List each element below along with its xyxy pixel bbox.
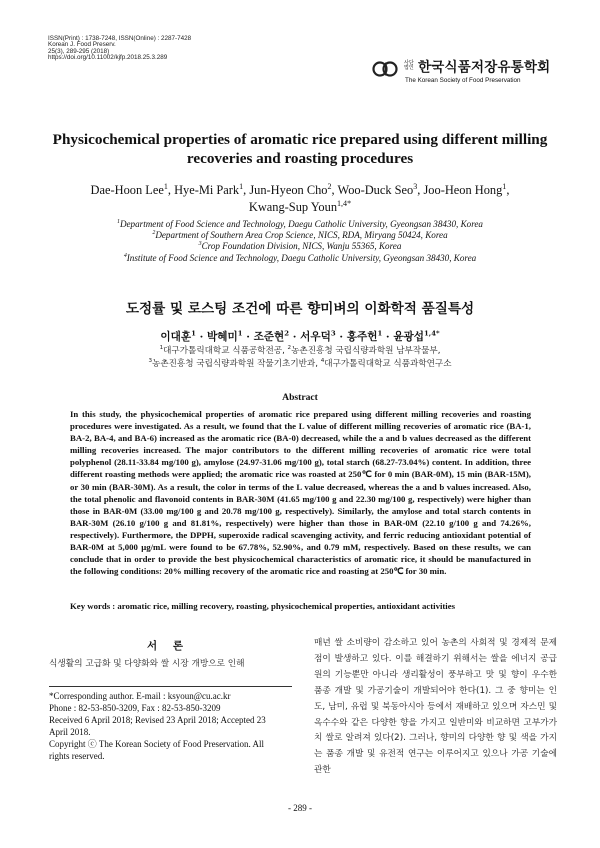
abstract-body: In this study, the physicochemical properties of aromatic rice prepared using different milling recoveries and roasting procedures were investigated. As a result, we found that the L value of different milling recoveries of aromatic rice (BA-1, BA-2, BA-4, and BA-6) increased as the aromatic rice (BA-0) decreased, while the a and b values decreased as the different milling recoveries increased. The major contributors to the different milling recoveries of aromatic rice were total polyphenol (28.11-33.84 mg/100 g), amylose (24.97-31.06 mg/100 g), total starch (68.27-73.04%) content. In addition, three different roasting methods were applied; the aromatic rice was roasted at 250℃ for 0 min (BAR-0M), 15 min (BAR-15M), or 30 min (BAR-30M). As a result, the color in terms of the L value decreased, whereas the a and b values increased. Also, the total phenolic and flavonoid contents in BAR-30M (41.65 mg/100 g and 22.30 mg/100 g, respectively) were higher than those in BAR-0M (33.00 mg/100 g and 20.78 mg/100 g, respectively). Similarly, the amylose and total starch contents in BAR-30M (26.10 g/100 g and 81.81%, respectively) were higher than those in BAR-0M (22.10 g/100 g and 74.26%, respectively). Furthermore, the DPPH, superoxide radical scavenging activity, and ferric reducing antioxidant potential of BAR-0M at 5,000 μg/mL were found to be 67.78%, 52.90%, and 0.79 mM, respectively. Based on these results, we can conclude that in order to provide the best physicochemical characteristics of aromatic rice, it should be manufactured in the following conditions: 20% milling recovery of the aromatic rice and roasting at 250℃ for 30 min. — [70, 409, 531, 577]
author-name: Hye-Mi Park — [174, 183, 240, 197]
author-name: Woo-Duck Seo — [337, 183, 414, 197]
affiliation: $^3$Crop Foundation Division, NICS, Wanju 55365, Korea — [198, 241, 402, 252]
intro-text-left: 식생활의 고급화 및 다양화와 쌀 시장 개방으로 인해 — [49, 659, 245, 669]
affiliation: $^2$Department of Southern Area Crop Science, NICS, RDA, Miryang 50424, Korea — [152, 230, 448, 241]
society-small-label: 사단 법인 — [404, 59, 414, 71]
footnote-line: Copyright ⓒ The Korean Society of Food Preservation. All — [49, 739, 265, 750]
author-name: 홍주헌 — [346, 331, 378, 343]
affiliations — [40, 219, 560, 264]
section-heading-introduction: 서 론 — [147, 640, 189, 652]
journal-name: Korean J. Food Preserv. — [48, 41, 116, 49]
page-number: - 289 - — [288, 803, 312, 813]
author-name: Jun-Hyeon Cho — [249, 183, 328, 197]
journal-volume: 25(3), 289-295 (2018) — [48, 47, 110, 55]
abstract-heading: Abstract — [282, 392, 318, 403]
author-name: 윤광섭 — [393, 331, 425, 343]
affiliation: $^1$Department of Food Science and Technology, Daegu Catholic University, Gyeongsan 38430, Korea — [117, 218, 483, 229]
korean-affiliations — [30, 345, 570, 371]
journal-info — [48, 36, 191, 62]
footnote-line: *Corresponding author. E-mail : ksyoun@cu.ac.kr — [49, 691, 231, 701]
korean-author-list: 이대훈$^1$ · 박혜미$^1$ · 조준현$^2$ · 서우덕$^3$ · 홍주헌$^1$ · 윤광섭$^{1,4*}$ — [160, 329, 440, 343]
footnotes — [49, 690, 294, 763]
footnote-line: Phone : 82-53-850-3209, Fax : 82-53-850-3209 — [49, 703, 221, 714]
affiliation: $^4$Institute of Food Science and Technology, Daegu Catholic University, Gyeongsan 38430, Korea — [123, 252, 477, 263]
author-name: 이대훈 — [160, 331, 192, 343]
korean-affiliation-line: $^3$농촌진흥청 국립식량과학원 작물기초기반과, $^4$대구가톨릭대학교 식품과학연구소 — [148, 358, 452, 369]
society-emblem-icon — [372, 57, 400, 81]
author-name: 박혜미 — [207, 331, 238, 343]
journal-issn: ISSN(Print) : 1738-7248, ISSN(Online) : 2287-7428 — [48, 35, 192, 42]
author-list: Dae-Hoon Lee$^1$, Hye-Mi Park$^1$, Jun-Hyeon Cho$^2$, Woo-Duck Seo$^3$, Joo-Heon Hong$^1$, Kwang-Sup Youn$^{1,4*}$ — [90, 181, 510, 214]
korean-title: 도정률 및 로스팅 조건에 따른 향미벼의 이화학적 품질특성 — [125, 301, 475, 317]
footnote-divider — [49, 686, 292, 687]
society-logo — [372, 55, 550, 84]
author-name: Kwang-Sup Youn — [248, 199, 338, 214]
author-name: 서우덕 — [300, 331, 331, 343]
footnote-line: rights reserved. — [49, 751, 105, 762]
intro-text-right: 매년 쌀 소비량이 감소하고 있어 농촌의 사회적 및 경제적 문제점이 발생하고 있다. 이를 해결하기 위해서는 쌀을 에너지 공급원의 기능뿐만 아니라 생리활성이 풍부하고 맛 및 향이 우수한 품종 개발 및 가공기술이 개발되어야 한다(1). 그 중 향미는 인도, 남미, 유럽 및 북동아시아 등에서 재배하고 있으며 자스민 및 옥수수와 같은 다양한 향을 가지고 일반미와 비교하면 고부가가치 쌀로 알려져 있다(2). 그러나, 향미의 다양한 향 및 색을 가지는 품종 개발 및 유전적 연구는 이루어지고 있으나 가공 기술에 관한 — [314, 638, 557, 776]
society-english-name: The Korean Society of Food Preservation — [405, 76, 521, 84]
footnote-line: April 2018. — [49, 727, 91, 738]
author-name: Dae-Hoon Lee — [90, 183, 164, 197]
paper-title: Physicochemical properties of aromatic rice prepared using different milling recoveries and roasting procedures — [52, 131, 548, 167]
korean-affiliation-line: $^1$대구가톨릭대학교 식품공학전공, $^2$농촌진흥청 국립식량과학원 남부작물부, — [159, 345, 441, 356]
society-korean-name: 한국식품저장유통학회 — [418, 59, 551, 76]
journal-doi[interactable]: https://doi.org/10.11002/kjfp.2018.25.3.289 — [48, 54, 168, 62]
author-name: 조준현 — [253, 331, 285, 343]
author-name: Joo-Heon Hong — [423, 183, 503, 197]
keywords: Key words : aromatic rice, milling recovery, roasting, physicochemical properties, antioxidant activities — [70, 601, 456, 611]
footnote-line: Received 6 April 2018; Revised 23 April 2018; Accepted 23 — [49, 715, 266, 726]
